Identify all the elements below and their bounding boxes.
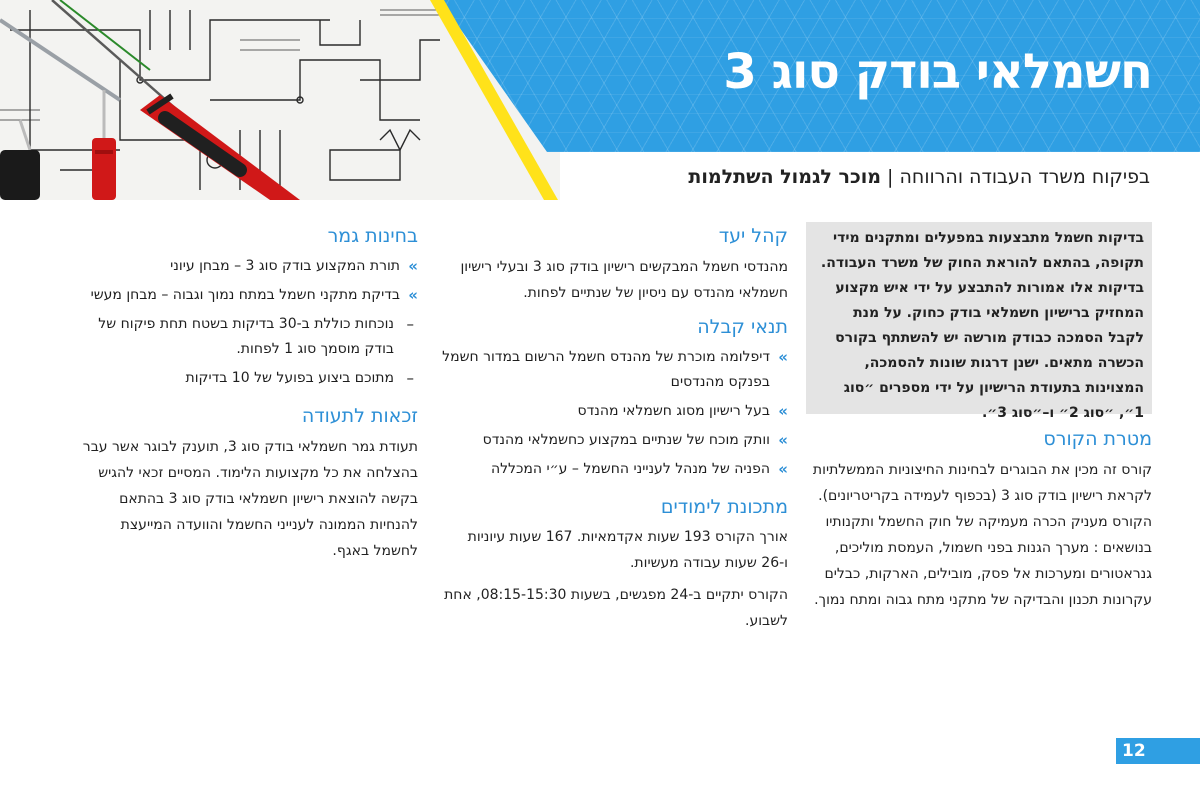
subtitle-separator: | — [881, 166, 900, 188]
course-goal-heading: מטרת הקורס — [1043, 428, 1152, 450]
curriculum-heading: מתכונת לימודים — [660, 495, 788, 518]
list-item — [78, 283, 418, 308]
bullet-marker-icon: » — [778, 401, 788, 420]
left-column — [78, 225, 418, 564]
list-item — [78, 254, 418, 279]
target-audience-section — [440, 225, 788, 306]
exam-subitem-text: נוכחות כוללת ב-30 בדיקות בשטח תחת פיקוח של בודק מוסמך סוג 1 לפחות. — [98, 315, 394, 357]
page-number: 12 — [1116, 738, 1200, 764]
bullet-marker-icon: » — [408, 285, 418, 304]
admission-item-text: וותק מוכח של שנתיים במקצוע כחשמלאי מהנדס — [482, 431, 770, 448]
final-exams-section — [78, 225, 418, 391]
page-subtitle — [688, 166, 1150, 188]
admission-section — [440, 316, 788, 482]
final-exams-heading: בחינות גמר — [327, 225, 418, 247]
bullet-marker-icon: » — [778, 347, 788, 366]
curriculum-hours-text: אורך הקורס 193 שעות אקדמאיות. 167 שעות עיוניות ו-26 שעות עבודה מעשיות. — [467, 529, 788, 572]
curriculum-schedule-text: הקורס יתקיים ב-24 מפגשים, בשעות 08:15-15:30, אחת לשבוע. — [444, 587, 788, 630]
bullet-marker-icon: » — [408, 256, 418, 275]
page-title: חשמלאי בודק סוג 3 — [723, 44, 1152, 100]
list-sub-item — [78, 366, 418, 391]
target-audience-heading: קהל יעד — [718, 225, 788, 247]
subtitle-supervision: בפיקוח משרד העבודה והרווחה — [899, 166, 1150, 188]
course-goal-text: קורס זה מכין את הבוגרים לבחינות החיצוניות הממשלתיות לקראת רישיון בודק סוג 3 (בכפוף לעמידה בקריטריונים). הקורס מעניק הכרה מעמיקה של חוק החשמל ותקנותיו בנושאים : מערך הגנות בפני חשמול, העמסת מוליכים, גנראטורים ומערכות אל פסק, מובילים, הארקות, כבלים עקרונות תכנון והבדיקה של מתקני מתח גבוה ומתח נמוך. — [812, 461, 1152, 608]
list-sub-item — [78, 312, 418, 362]
exam-item-text: בדיקת מתקני חשמל במתח נמוך וגבוה – מבחן מעשי — [90, 286, 400, 303]
certificate-section — [78, 405, 418, 564]
subtitle-recognition: מוכר לגמול השתלמות — [688, 166, 882, 188]
certificate-heading: זכאות לתעודה — [301, 404, 418, 427]
curriculum-section — [440, 496, 788, 635]
intro-text: בדיקות חשמל מתבצעות במפעלים ומתקנים מידי תקופה, בהתאם להוראת החוק של משרד העבודה. בדיקות אלו אמורות להתבצע על ידי איש מקצוע המחזיק ברישיון חשמלאי בודק כחוק. על מנת לקבל הסמכה כבודק מורשה יש להשתתף בקורס הכשרה מתאים. ישנן דרגות שונות להסמכה, המצוינות בתעודת הרישיון על ידי מספרים ״סוג 1״, ״סוג 2״ ו–״סוג 3״. — [820, 230, 1144, 421]
list-item — [440, 345, 788, 395]
admission-item-text: בעל רישיון מסוג חשמלאי מהנדס — [577, 402, 770, 419]
bullet-marker-icon: » — [778, 430, 788, 449]
list-item — [440, 457, 788, 482]
admission-heading: תנאי קבלה — [697, 315, 788, 338]
middle-column — [440, 225, 788, 634]
final-exams-list — [78, 254, 418, 391]
admission-item-text: הפניה של מנהל לענייני החשמל – ע״י המכללה — [490, 460, 770, 477]
admission-item-text: דיפלומה מוכרת של מהנדס חשמל הרשום במדור חשמל בפנקס מהנדסים — [442, 348, 770, 390]
intro-box — [806, 222, 1152, 421]
exam-subitem-text: מתוכם ביצוע בפועל של 10 בדיקות — [185, 369, 394, 386]
dash-marker-icon: – — [406, 314, 414, 333]
admission-list — [440, 345, 788, 482]
exam-item-text: תורת המקצוע בודק סוג 3 – מבחן עיוני — [170, 257, 400, 274]
bullet-marker-icon: » — [778, 459, 788, 478]
certificate-text: תעודת גמר חשמלאי בודק סוג 3, תוענק לבוגר אשר עבר בהצלחה את כל מקצועות הלימוד. המסיים זכאי להגיש בקשה להוצאת רישיון חשמלאי בודק סוג 3 בהתאם להנחיות הממונה לענייני החשמל והוועדה המייעצת לחשמל באגף. — [82, 438, 418, 559]
target-audience-text: מהנדסי חשמל המבקשים רישיון בודק סוג 3 ובעלי רישיון חשמלאי מהנדס עם ניסיון של שנתיים לפחות. — [460, 258, 788, 301]
course-goal-section — [806, 428, 1152, 613]
list-item — [440, 399, 788, 424]
dash-marker-icon: – — [406, 368, 414, 387]
list-item — [440, 428, 788, 453]
